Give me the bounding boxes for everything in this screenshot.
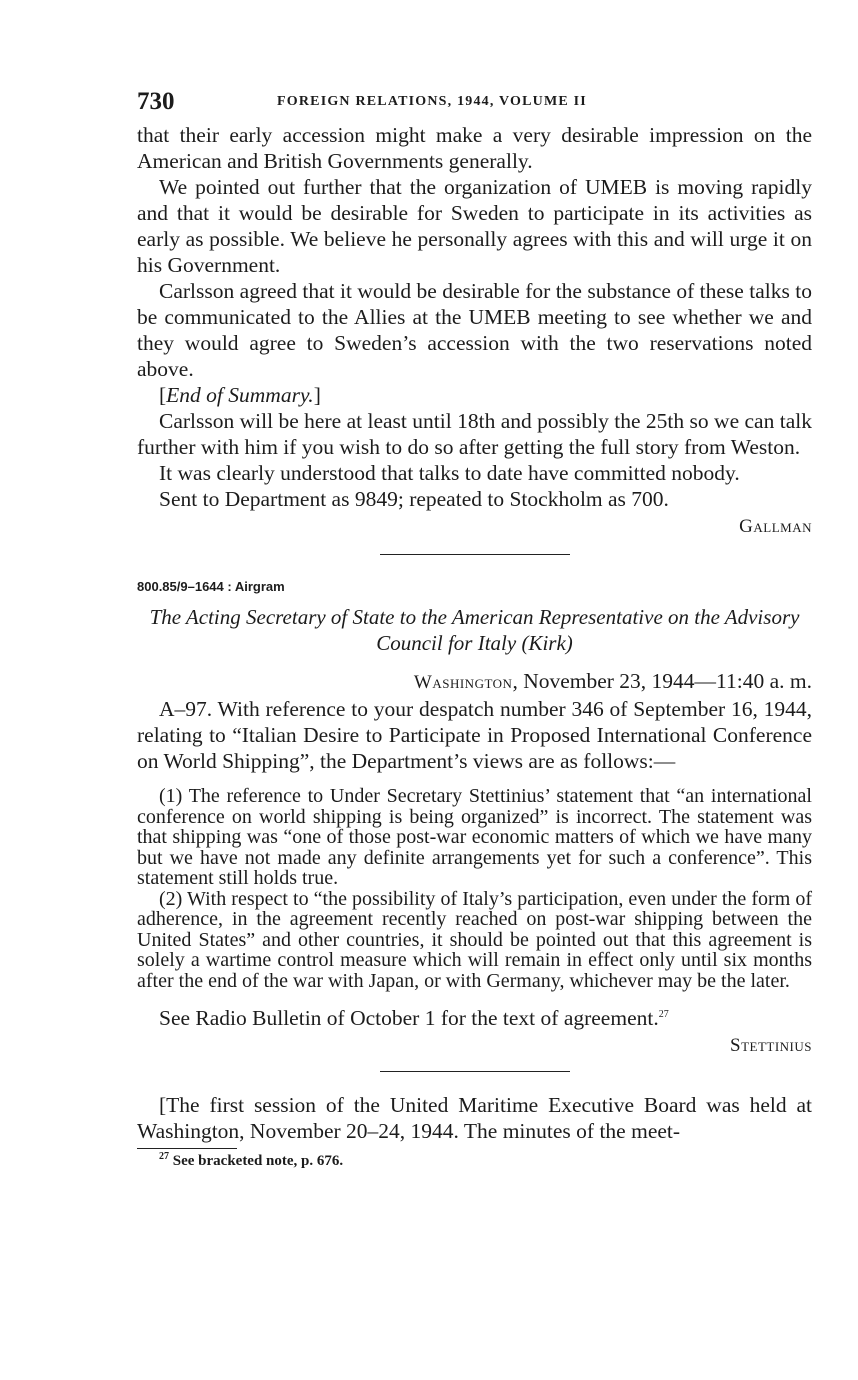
end-of-summary-text: End of Summary. (166, 383, 314, 407)
closing-text: See Radio Bulletin of October 1 for the text of agreement. (159, 1006, 659, 1030)
numbered-item: (2) With respect to “the possibility of Italy’s participation, even under the form of adherence, in the agreement recently reached on post-war shipping between the United States” and other countries, it should be pointed out that this agreement is solely a wartime control measure which will remain in effect only until six months after the end of the war with Japan, or with Germany, whichever may be the later. (137, 887, 812, 992)
footnote (137, 1153, 812, 1170)
airgram-document (137, 579, 812, 1059)
signature-name: Stettinius (730, 1035, 812, 1056)
footnote-reference: 27 (658, 1008, 669, 1020)
paragraph: that their early accession might make a very desirable impression on the American and British Governments generally. (137, 123, 812, 173)
paragraph: It was clearly understood that talks to date have committed nobody. (159, 461, 740, 485)
footnote-text: See bracketed note, p. 676. (169, 1153, 344, 1169)
paragraph: A–97. With reference to your despatch number 346 of September 16, 1944, relating to “Italian Desire to Participate in Proposed International Conference on World Shipping”, the Department’s views are as follows:— (137, 697, 812, 773)
section-divider (380, 554, 570, 555)
footnote-marker: 27 (159, 1151, 169, 1162)
signature (137, 1031, 812, 1059)
file-number: 800.85/9–1644 : Airgram (137, 579, 285, 594)
dateline-date: , November 23, 1944—11:40 a. m. (512, 669, 812, 693)
page-header (137, 88, 812, 122)
page-number: 730 (137, 88, 175, 115)
paragraph: We pointed out further that the organization of UMEB is moving rapidly and that it would be desirable for Sweden to participate in its activities as early as possible. We believe he personally agrees with this and will urge it on his Government. (137, 175, 812, 277)
document-title: The Acting Secretary of State to the American Representative on the Advisory Council for Italy (Kirk) (149, 605, 800, 655)
end-of-summary-note (137, 382, 812, 408)
section-divider (380, 1071, 570, 1072)
document-page (137, 88, 812, 1170)
paragraph: Sent to Department as 9849; repeated to Stockholm as 700. (159, 487, 669, 511)
gallman-telegram-continuation (137, 122, 812, 540)
bracket-open: [ (159, 383, 167, 407)
dateline (137, 668, 812, 696)
running-head: FOREIGN RELATIONS, 1944, VOLUME II (277, 94, 587, 109)
paragraph: Carlsson agreed that it would be desirable for the substance of these talks to be communicated to the Allies at the UMEB meeting to see whether we and they would agree to Sweden’s accession with the two reservations noted above. (137, 279, 812, 381)
signature-name: Gallman (739, 516, 812, 537)
footnote-rule (137, 1148, 237, 1149)
paragraph: Carlsson will be here at least until 18th and possibly the 25th so we can talk further with him if you wish to do so after getting the full story from Weston. (137, 409, 812, 459)
dateline-place: Washington (413, 672, 513, 693)
bracket-close: ] (313, 383, 321, 407)
closing-line (137, 1005, 812, 1031)
numbered-item: (1) The reference to Under Secretary Stettinius’ statement that “an international conference on world shipping is being organized” is incorrect. The statement was that shipping was “one of those post-war economic matters of which we have many but we have not made any definite arrangements yet for such a conference”. This statement still holds true. (137, 785, 812, 889)
signature (137, 512, 812, 540)
editorial-note: [The first session of the United Maritime Executive Board was held at Washington, November 20–24, 1944. The minutes of the meet- (137, 1093, 812, 1143)
